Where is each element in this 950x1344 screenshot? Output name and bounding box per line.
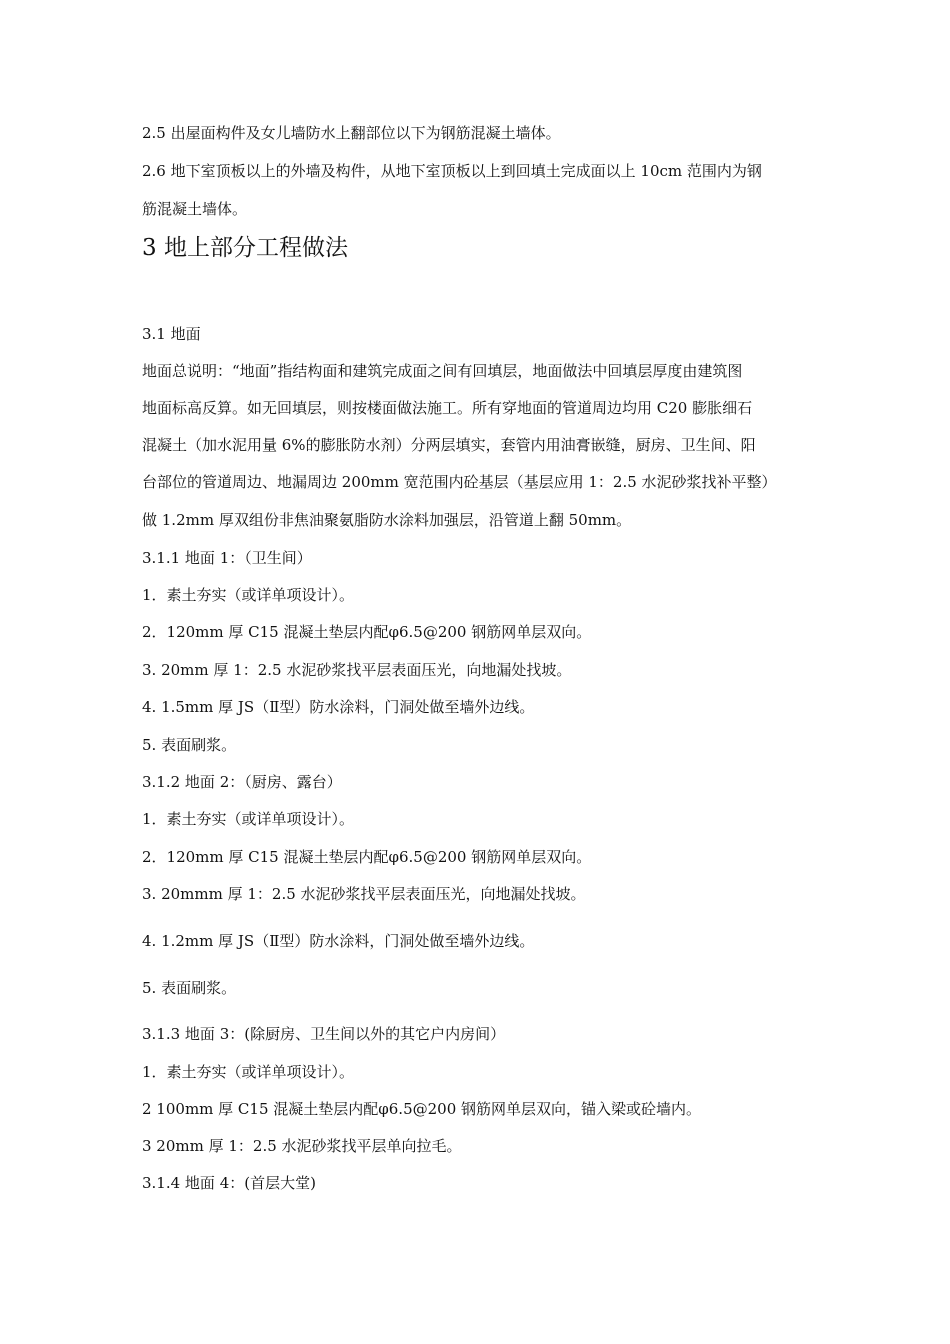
item-title: 3.1.3 地面 3：(除厨房、卫生间以外的其它户内房间） <box>142 1025 506 1043</box>
list-item: 3. 20mm 厚 1：2.5 水泥砂浆找平层表面压光，向地漏处找坡。 <box>142 661 572 679</box>
section-heading: 3 地上部分工程做法 <box>142 235 348 261</box>
paragraph-2-6-cont: 筋混凝土墙体。 <box>142 200 248 218</box>
list-item: 2 100mm 厚 C15 混凝土垫层内配φ6.5@200 钢筋网单层双向，锚入梁或砼墙内。 <box>142 1100 702 1118</box>
list-item: 3 20mm 厚 1：2.5 水泥砂浆找平层单向拉毛。 <box>142 1137 462 1155</box>
list-item: 5. 表面刷浆。 <box>142 736 237 754</box>
subsection-title: 3.1 地面 <box>142 325 201 343</box>
item-title: 3.1.1 地面 1：（卫生间） <box>142 549 312 567</box>
list-item: 4. 1.2mm 厚 JS（Ⅱ型）防水涂料，门洞处做至墙外边线。 <box>142 932 535 950</box>
list-item: 3. 20mmm 厚 1：2.5 水泥砂浆找平层表面压光，向地漏处找坡。 <box>142 885 586 903</box>
list-item: 4. 1.5mm 厚 JS（Ⅱ型）防水涂料，门洞处做至墙外边线。 <box>142 698 535 716</box>
paragraph-2-6: 2.6 地下室顶板以上的外墙及构件，从地下室顶板以上到回填土完成面以上 10cm 范围内为钢 <box>142 162 762 180</box>
body-line: 地面标高反算。如无回填层，则按楼面做法施工。所有穿地面的管道周边均用 C20 膨胀细石 <box>142 399 753 417</box>
item-title: 3.1.2 地面 2：（厨房、露台） <box>142 773 342 791</box>
list-item: 1．素土夯实（或详单项设计）。 <box>142 1063 355 1081</box>
body-line: 地面总说明：“地面”指结构面和建筑完成面之间有回填层，地面做法中回填层厚度由建筑图 <box>142 362 743 380</box>
list-item: 1．素土夯实（或详单项设计）。 <box>142 810 355 828</box>
body-line: 做 1.2mm 厚双组份非焦油聚氨脂防水涂料加强层，沿管道上翻 50mm。 <box>142 511 632 529</box>
list-item: 2．120mm 厚 C15 混凝土垫层内配φ6.5@200 钢筋网单层双向。 <box>142 623 592 641</box>
list-item: 1．素土夯实（或详单项设计）。 <box>142 586 355 604</box>
body-line: 台部位的管道周边、地漏周边 200mm 宽范围内砼基层（基层应用 1：2.5 水泥砂浆找补平整） <box>142 473 777 491</box>
body-line: 混凝土（加水泥用量 6%的膨胀防水剂）分两层填实，套管内用油膏嵌缝，厨房、卫生间、阳 <box>142 436 756 454</box>
list-item: 2．120mm 厚 C15 混凝土垫层内配φ6.5@200 钢筋网单层双向。 <box>142 848 592 866</box>
paragraph-2-5: 2.5 出屋面构件及女儿墙防水上翻部位以下为钢筋混凝土墙体。 <box>142 124 561 142</box>
list-item: 5. 表面刷浆。 <box>142 979 237 997</box>
item-title: 3.1.4 地面 4：(首层大堂) <box>142 1174 316 1192</box>
